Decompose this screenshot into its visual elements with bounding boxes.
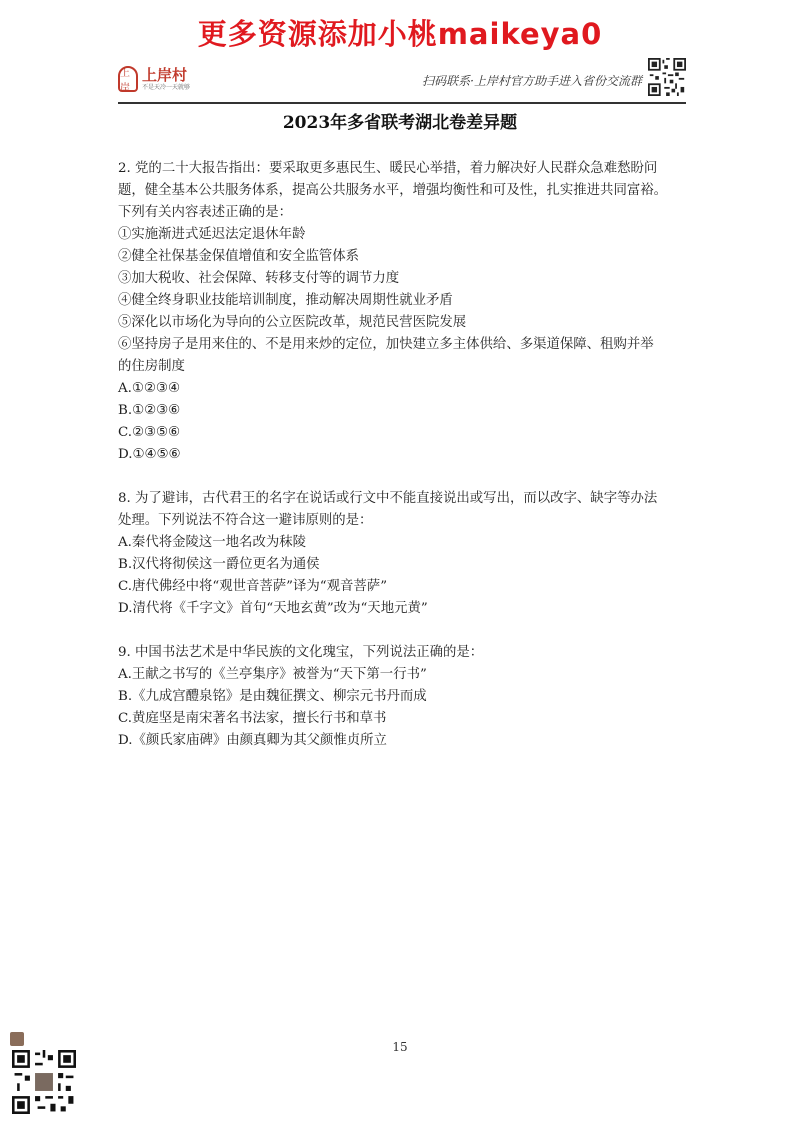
answer-option: B.汉代将彻侯这一爵位更名为通侯 [118, 557, 320, 572]
header-contact-text: 扫码联系·上岸村官方助手进入省份交流群 [422, 74, 642, 88]
statement-item: ⑥坚持房子是用来住的、不是用来炒的定位，加快建立多主体供给、多渠道保障、租购并举 [118, 337, 654, 352]
answer-option: B.《九成宫醴泉铭》是由魏征撰文、柳宗元书丹而成 [118, 689, 427, 704]
statement-item: ①实施渐进式延迟法定退休年龄 [118, 227, 306, 242]
answer-option: A.王献之书写的《兰亭集序》被誉为“天下第一行书” [118, 667, 427, 682]
answer-option: D.《颜氏家庙碑》由颜真卿为其父颜惟贞所立 [118, 733, 387, 748]
qr-code-icon [648, 58, 686, 96]
question-8 [118, 488, 686, 620]
answer-option: A.秦代将金陵这一地名改为秣陵 [118, 535, 307, 550]
question-stem: 题，健全基本公共服务体系，提高公共服务水平，增强均衡性和可及性，扎实推进共同富裕。 [118, 183, 668, 198]
answer-option: B.①②③⑥ [118, 403, 181, 418]
qr-code-icon [12, 1050, 76, 1114]
question-stem: 下列有关内容表述正确的是： [118, 205, 293, 220]
page-header [118, 58, 686, 104]
statement-item: ②健全社保基金保值增值和安全监管体系 [118, 249, 360, 264]
question-stem: 9. 中国书法艺术是中华民族的文化瑰宝，下列说法正确的是： [118, 645, 484, 660]
answer-option: C.②③⑤⑥ [118, 425, 181, 440]
question-9 [118, 642, 686, 752]
logo-name: 上岸村 [142, 66, 188, 84]
statement-item: 的住房制度 [118, 359, 185, 374]
logo-seal-icon: 上岸 [118, 66, 138, 92]
logo-slogan: 不是天冷一天就够 [142, 84, 191, 91]
watermark-banner: 更多资源添加小桃maikeya0 [197, 17, 603, 51]
statement-item: ④健全终身职业技能培训制度，推动解决周期性就业矛盾 [118, 293, 453, 308]
avatar [10, 1032, 24, 1046]
page-title: 2023年多省联考湖北卷差异题 [282, 113, 518, 133]
answer-option: D.①④⑤⑥ [118, 447, 181, 462]
question-stem: 8. 为了避讳，古代君王的名字在说话或行文中不能直接说出或写出，而以改字、缺字等办法 [118, 491, 658, 506]
question-stem: 2. 党的二十大报告指出：要采取更多惠民生、暖民心举措，着力解决好人民群众急难愁盼问 [118, 161, 658, 176]
question-list [118, 158, 686, 774]
answer-option: D.清代将《千字文》首句“天地玄黄”改为“天地元黄” [118, 601, 428, 616]
question-stem: 处理。下列说法不符合这一避讳原则的是： [118, 513, 373, 528]
statement-item: ⑤深化以市场化为导向的公立医院改革，规范民营医院发展 [118, 315, 467, 330]
question-2 [118, 158, 686, 466]
brand-logo [118, 62, 190, 96]
share-qr-card [8, 1028, 104, 1128]
answer-option: C.黄庭坚是南宋著名书法家，擅长行书和草书 [118, 711, 387, 726]
page-number: 15 [392, 1040, 408, 1054]
answer-option: C.唐代佛经中将“观世音菩萨”译为“观音菩萨” [118, 579, 388, 594]
answer-option: A.①②③④ [118, 381, 180, 396]
statement-item: ③加大税收、社会保障、转移支付等的调节力度 [118, 271, 400, 286]
